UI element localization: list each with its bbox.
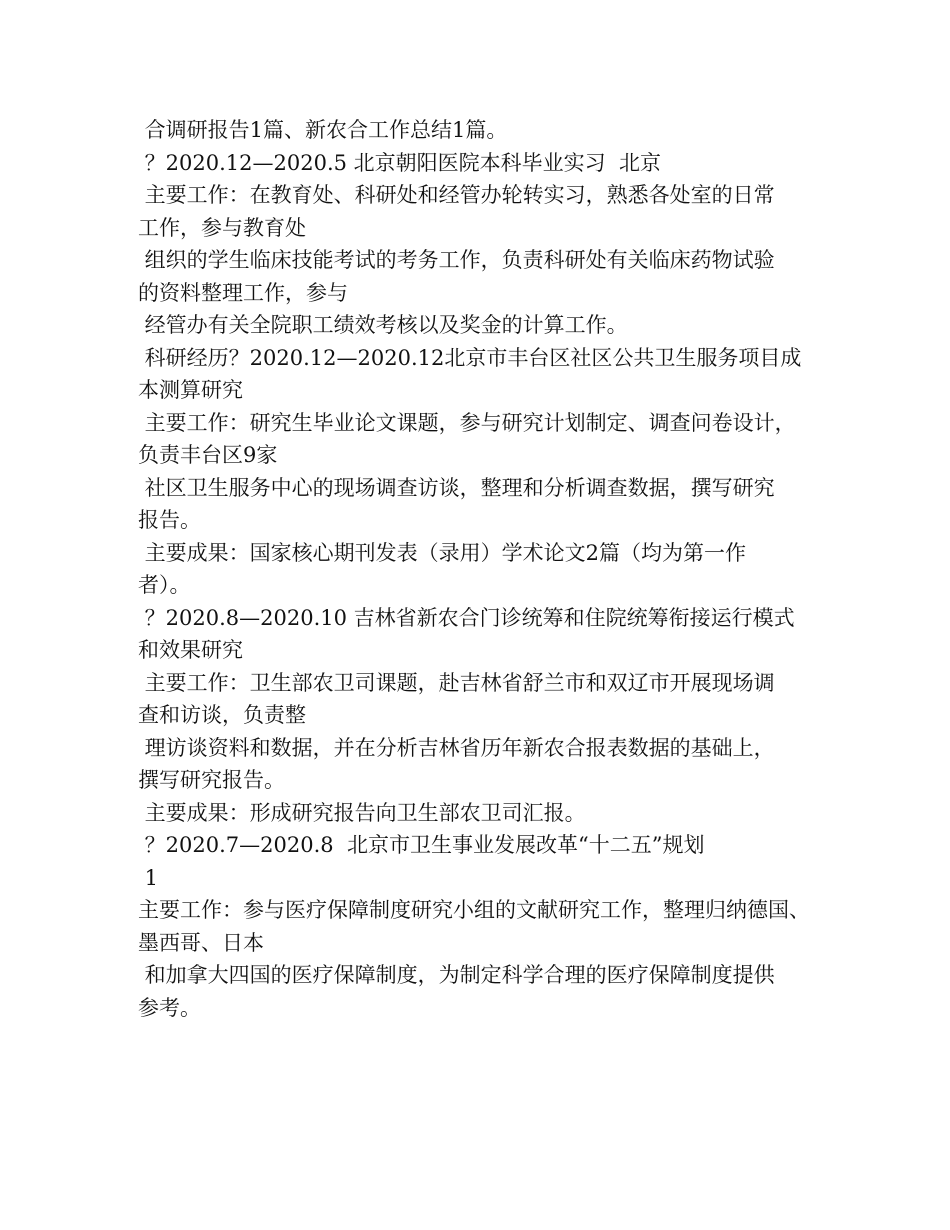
text-line: 和效果研究: [138, 638, 243, 662]
text-line: 理访谈资料和数据，并在分析吉林省历年新农合报表数据的基础上，: [138, 735, 775, 760]
text-line: 组织的学生临床技能考试的考务工作，负责科研处有关临床药物试验: [138, 248, 775, 272]
page-number: 1: [138, 865, 159, 890]
text-line: 墨西哥、日本: [138, 930, 264, 955]
text-line: 的资料整理工作，参与: [138, 280, 348, 305]
text-line: 查和访谈，负责整: [138, 703, 306, 727]
text-line: 主要工作：参与医疗保障制度研究小组的文献研究工作，整理归纳德国、: [138, 898, 810, 922]
text-line: 工作，参与教育处: [138, 215, 306, 240]
document-body: [138, 114, 828, 1024]
text-line: 报告。: [138, 508, 201, 532]
text-line: 者）。: [138, 573, 191, 597]
text-line: 经管办有关全院职工绩效考核以及奖金的计算工作。: [138, 313, 628, 337]
text-line: 主要成果：国家核心期刊发表（录用）学术论文2篇（均为第一作: [138, 540, 747, 565]
text-line: ？2020.7—2020.8 北京市卫生事业发展改革“十二五”规划: [138, 833, 705, 857]
text-line: ？2020.8—2020.10 吉林省新农合门诊统筹和住院统筹衔接运行模式: [138, 605, 795, 630]
text-line: 和加拿大四国的医疗保障制度，为制定科学合理的医疗保障制度提供: [138, 963, 775, 987]
text-line: 科研经历？2020.12—2020.12北京市丰台区社区公共卫生服务项目成: [138, 345, 802, 370]
text-line: 主要工作：研究生毕业论文课题，参与研究计划制定、调查问卷设计，: [138, 410, 796, 435]
text-line: 社区卫生服务中心的现场调查访谈，整理和分析调查数据，撰写研究: [138, 475, 775, 500]
text-line: 负责丰台区9家: [138, 443, 278, 467]
text-line: 主要成果：形成研究报告向卫生部农卫司汇报。: [138, 800, 586, 825]
text-line: 主要工作：在教育处、科研处和经管办轮转实习，熟悉各处室的日常: [138, 183, 775, 207]
text-line: 合调研报告1篇、新农合工作总结1篇。: [138, 118, 508, 142]
text-line: 撰写研究报告。: [138, 768, 285, 792]
text-line: 本测算研究: [138, 378, 243, 402]
text-line: ？2020.12—2020.5 北京朝阳医院本科毕业实习 北京: [138, 150, 662, 175]
text-line: 主要工作：卫生部农卫司课题，赴吉林省舒兰市和双辽市开展现场调: [138, 670, 775, 695]
text-line: 参考。: [138, 995, 201, 1020]
